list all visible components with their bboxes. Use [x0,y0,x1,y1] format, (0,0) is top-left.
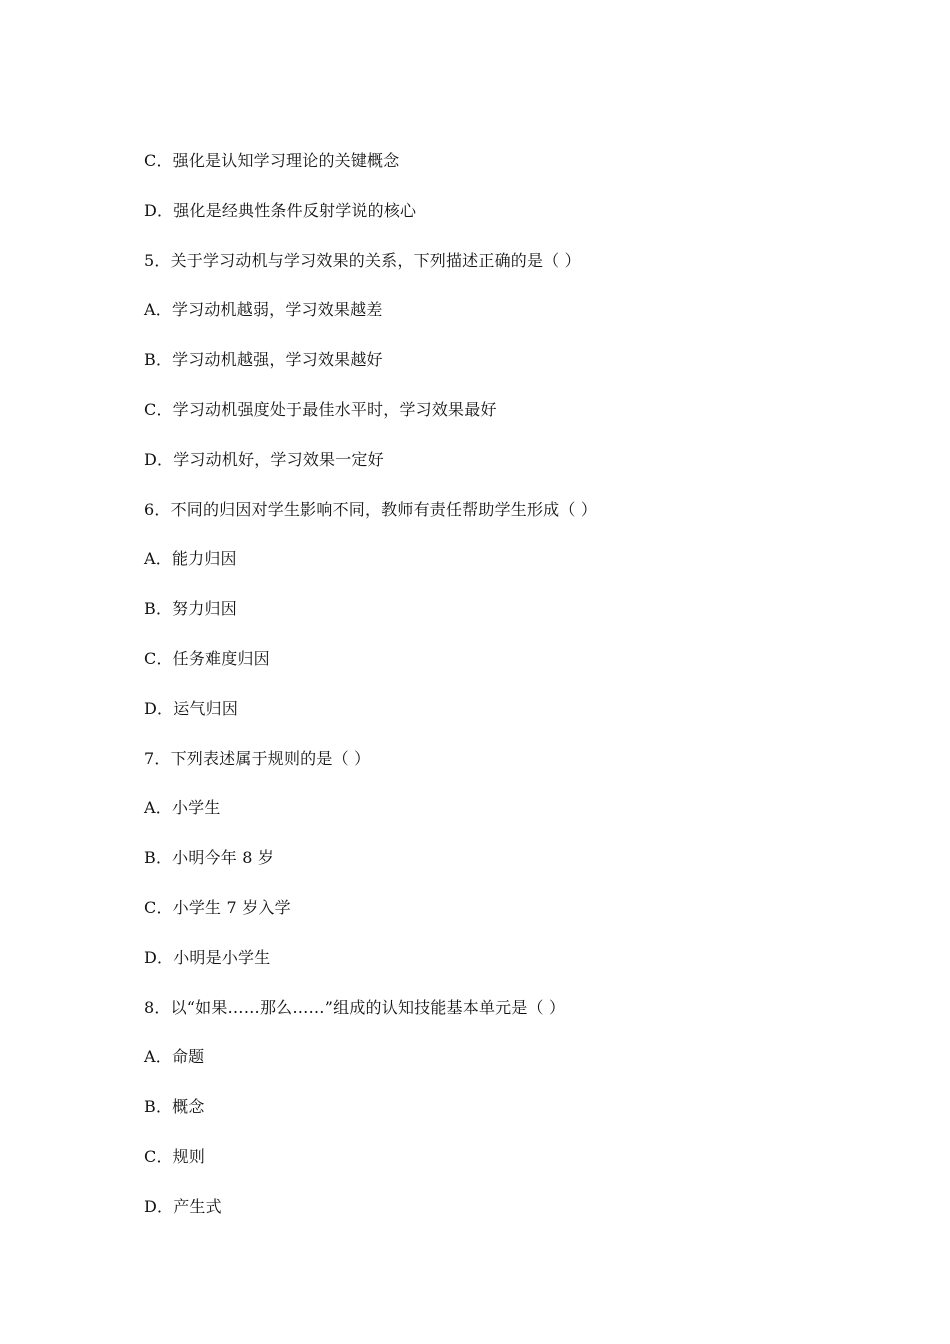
option-6c: C．任务难度归因 [144,648,270,668]
option-8d: D．产生式 [144,1196,222,1216]
option-7a: A．小学生 [144,798,221,818]
option-7c: C．小学生 7 岁入学 [144,897,291,917]
option-6d: D．运气归因 [144,698,239,718]
option-5b: B．学习动机越强，学习效果越好 [144,350,383,370]
option-8b: B．概念 [144,1097,205,1117]
option-4c: C．强化是认知学习理论的关键概念 [144,151,400,170]
option-8c: C．规则 [144,1146,206,1166]
question-6: 6．不同的归因对学生影响不同，教师有责任帮助学生形成（ ） [144,499,598,519]
option-7b: B．小明今年 8 岁 [144,848,275,868]
question-8: 8．以“如果……那么……”组成的认知技能基本单元是（ ） [144,997,566,1017]
option-8a: A．命题 [144,1047,205,1067]
option-5c: C．学习动机强度处于最佳水平时，学习效果最好 [144,399,497,419]
question-5: 5．关于学习动机与学习效果的关系，下列描述正确的是（ ） [144,250,581,270]
question-list [144,148,864,1244]
option-5d: D．学习动机好，学习效果一定好 [144,449,384,469]
option-5a: A．学习动机越弱，学习效果越差 [144,300,383,320]
option-6b: B．努力归因 [144,599,237,619]
option-4d: D．强化是经典性条件反射学说的核心 [144,200,417,220]
question-7: 7．下列表述属于规则的是（ ） [144,748,371,768]
option-7d: D．小明是小学生 [144,947,271,967]
option-6a: A．能力归因 [144,549,237,569]
